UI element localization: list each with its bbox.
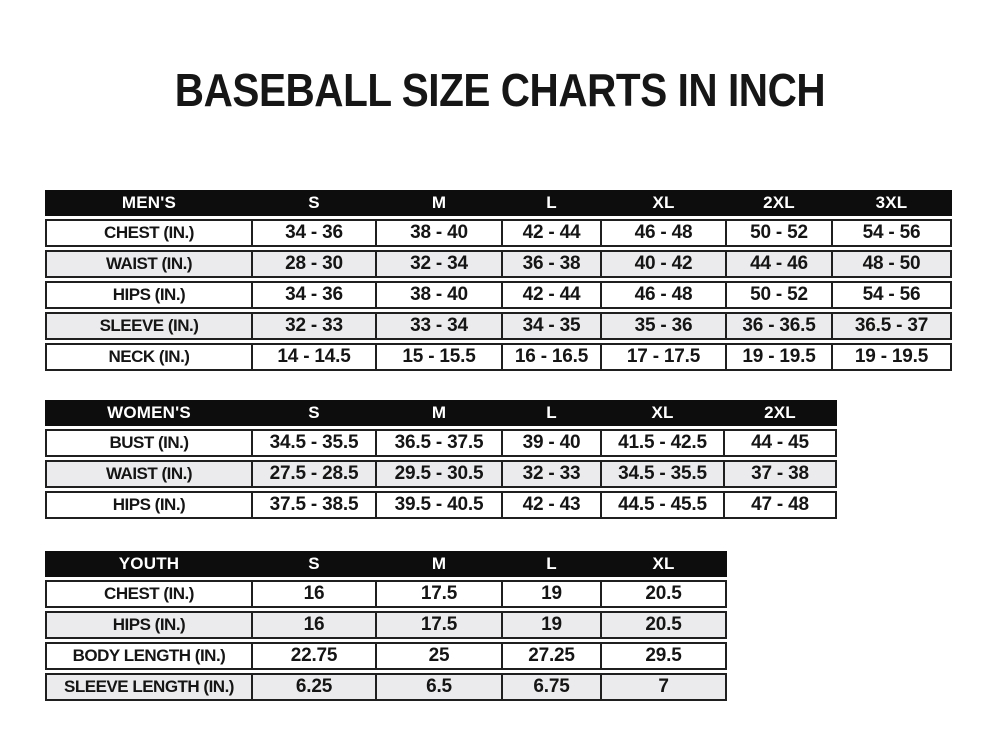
size-value-cell: 33 - 34 bbox=[377, 312, 503, 340]
size-value-cell: 48 - 50 bbox=[833, 250, 952, 278]
size-value-cell: 32 - 33 bbox=[253, 312, 377, 340]
size-column-header: S bbox=[253, 190, 377, 216]
table-header-row bbox=[45, 551, 727, 577]
size-value-cell: 29.5 bbox=[602, 642, 727, 670]
size-value-cell: 39 - 40 bbox=[503, 429, 602, 457]
size-value-cell: 38 - 40 bbox=[377, 281, 503, 309]
table-row bbox=[45, 460, 837, 488]
size-value-cell: 15 - 15.5 bbox=[377, 343, 503, 371]
size-value-cell: 50 - 52 bbox=[727, 219, 833, 247]
size-column-header: L bbox=[503, 400, 602, 426]
size-value-cell: 16 bbox=[253, 580, 377, 608]
size-value-cell: 19 - 19.5 bbox=[727, 343, 833, 371]
size-value-cell: 44 - 46 bbox=[727, 250, 833, 278]
size-value-cell: 16 bbox=[253, 611, 377, 639]
size-table-mens bbox=[45, 187, 952, 374]
table-row bbox=[45, 429, 837, 457]
table-header-row bbox=[45, 400, 837, 426]
size-value-cell: 44.5 - 45.5 bbox=[602, 491, 725, 519]
row-label-cell: HIPS (IN.) bbox=[45, 281, 253, 309]
size-value-cell: 27.5 - 28.5 bbox=[253, 460, 377, 488]
table-row bbox=[45, 642, 727, 670]
size-value-cell: 44 - 45 bbox=[725, 429, 837, 457]
size-value-cell: 32 - 34 bbox=[377, 250, 503, 278]
row-label-cell: HIPS (IN.) bbox=[45, 611, 253, 639]
row-label-cell: NECK (IN.) bbox=[45, 343, 253, 371]
size-column-header: L bbox=[503, 551, 602, 577]
size-value-cell: 35 - 36 bbox=[602, 312, 727, 340]
size-value-cell: 40 - 42 bbox=[602, 250, 727, 278]
size-value-cell: 37 - 38 bbox=[725, 460, 837, 488]
row-label-cell: SLEEVE LENGTH (IN.) bbox=[45, 673, 253, 701]
size-value-cell: 38 - 40 bbox=[377, 219, 503, 247]
size-value-cell: 36 - 38 bbox=[503, 250, 602, 278]
size-value-cell: 6.25 bbox=[253, 673, 377, 701]
size-value-cell: 34 - 36 bbox=[253, 219, 377, 247]
size-column-header: M bbox=[377, 400, 503, 426]
size-value-cell: 27.25 bbox=[503, 642, 602, 670]
table-row bbox=[45, 611, 727, 639]
table-row bbox=[45, 491, 837, 519]
size-value-cell: 34.5 - 35.5 bbox=[253, 429, 377, 457]
table-row bbox=[45, 219, 952, 247]
size-value-cell: 46 - 48 bbox=[602, 281, 727, 309]
table-row bbox=[45, 580, 727, 608]
table-row bbox=[45, 312, 952, 340]
table-title-cell: YOUTH bbox=[45, 551, 253, 577]
size-value-cell: 6.75 bbox=[503, 673, 602, 701]
row-label-cell: CHEST (IN.) bbox=[45, 219, 253, 247]
table-row bbox=[45, 250, 952, 278]
page-title: BASEBALL SIZE CHARTS IN INCH bbox=[174, 64, 826, 116]
size-value-cell: 37.5 - 38.5 bbox=[253, 491, 377, 519]
table-row bbox=[45, 673, 727, 701]
size-value-cell: 19 bbox=[503, 611, 602, 639]
row-label-cell: WAIST (IN.) bbox=[45, 460, 253, 488]
size-column-header: M bbox=[377, 190, 503, 216]
size-column-header: S bbox=[253, 400, 377, 426]
size-value-cell: 25 bbox=[377, 642, 503, 670]
size-table-youth bbox=[45, 548, 727, 704]
size-value-cell: 36.5 - 37.5 bbox=[377, 429, 503, 457]
size-value-cell: 19 bbox=[503, 580, 602, 608]
size-value-cell: 19 - 19.5 bbox=[833, 343, 952, 371]
size-column-header: XL bbox=[602, 551, 727, 577]
size-value-cell: 14 - 14.5 bbox=[253, 343, 377, 371]
size-value-cell: 16 - 16.5 bbox=[503, 343, 602, 371]
size-value-cell: 17.5 bbox=[377, 580, 503, 608]
table-row bbox=[45, 281, 952, 309]
table-title-cell: MEN'S bbox=[45, 190, 253, 216]
row-label-cell: HIPS (IN.) bbox=[45, 491, 253, 519]
size-column-header: S bbox=[253, 551, 377, 577]
row-label-cell: BUST (IN.) bbox=[45, 429, 253, 457]
size-column-header: M bbox=[377, 551, 503, 577]
size-value-cell: 46 - 48 bbox=[602, 219, 727, 247]
size-value-cell: 22.75 bbox=[253, 642, 377, 670]
size-column-header: 2XL bbox=[725, 400, 837, 426]
size-value-cell: 29.5 - 30.5 bbox=[377, 460, 503, 488]
size-value-cell: 34.5 - 35.5 bbox=[602, 460, 725, 488]
size-value-cell: 54 - 56 bbox=[833, 219, 952, 247]
size-value-cell: 54 - 56 bbox=[833, 281, 952, 309]
size-value-cell: 36.5 - 37 bbox=[833, 312, 952, 340]
size-value-cell: 20.5 bbox=[602, 580, 727, 608]
size-value-cell: 39.5 - 40.5 bbox=[377, 491, 503, 519]
row-label-cell: WAIST (IN.) bbox=[45, 250, 253, 278]
size-value-cell: 47 - 48 bbox=[725, 491, 837, 519]
size-value-cell: 7 bbox=[602, 673, 727, 701]
size-value-cell: 36 - 36.5 bbox=[727, 312, 833, 340]
size-value-cell: 28 - 30 bbox=[253, 250, 377, 278]
size-column-header: 3XL bbox=[833, 190, 952, 216]
size-value-cell: 32 - 33 bbox=[503, 460, 602, 488]
table-header-row bbox=[45, 190, 952, 216]
size-column-header: 2XL bbox=[727, 190, 833, 216]
row-label-cell: CHEST (IN.) bbox=[45, 580, 253, 608]
size-value-cell: 6.5 bbox=[377, 673, 503, 701]
size-value-cell: 17 - 17.5 bbox=[602, 343, 727, 371]
size-value-cell: 34 - 36 bbox=[253, 281, 377, 309]
size-value-cell: 42 - 44 bbox=[503, 281, 602, 309]
size-value-cell: 50 - 52 bbox=[727, 281, 833, 309]
size-value-cell: 20.5 bbox=[602, 611, 727, 639]
size-value-cell: 42 - 43 bbox=[503, 491, 602, 519]
row-label-cell: SLEEVE (IN.) bbox=[45, 312, 253, 340]
row-label-cell: BODY LENGTH (IN.) bbox=[45, 642, 253, 670]
size-column-header: L bbox=[503, 190, 602, 216]
table-title-cell: WOMEN'S bbox=[45, 400, 253, 426]
size-value-cell: 34 - 35 bbox=[503, 312, 602, 340]
size-column-header: XL bbox=[602, 190, 727, 216]
table-row bbox=[45, 343, 952, 371]
size-value-cell: 42 - 44 bbox=[503, 219, 602, 247]
size-value-cell: 17.5 bbox=[377, 611, 503, 639]
size-column-header: XL bbox=[602, 400, 725, 426]
size-value-cell: 41.5 - 42.5 bbox=[602, 429, 725, 457]
size-table-womens bbox=[45, 397, 837, 522]
